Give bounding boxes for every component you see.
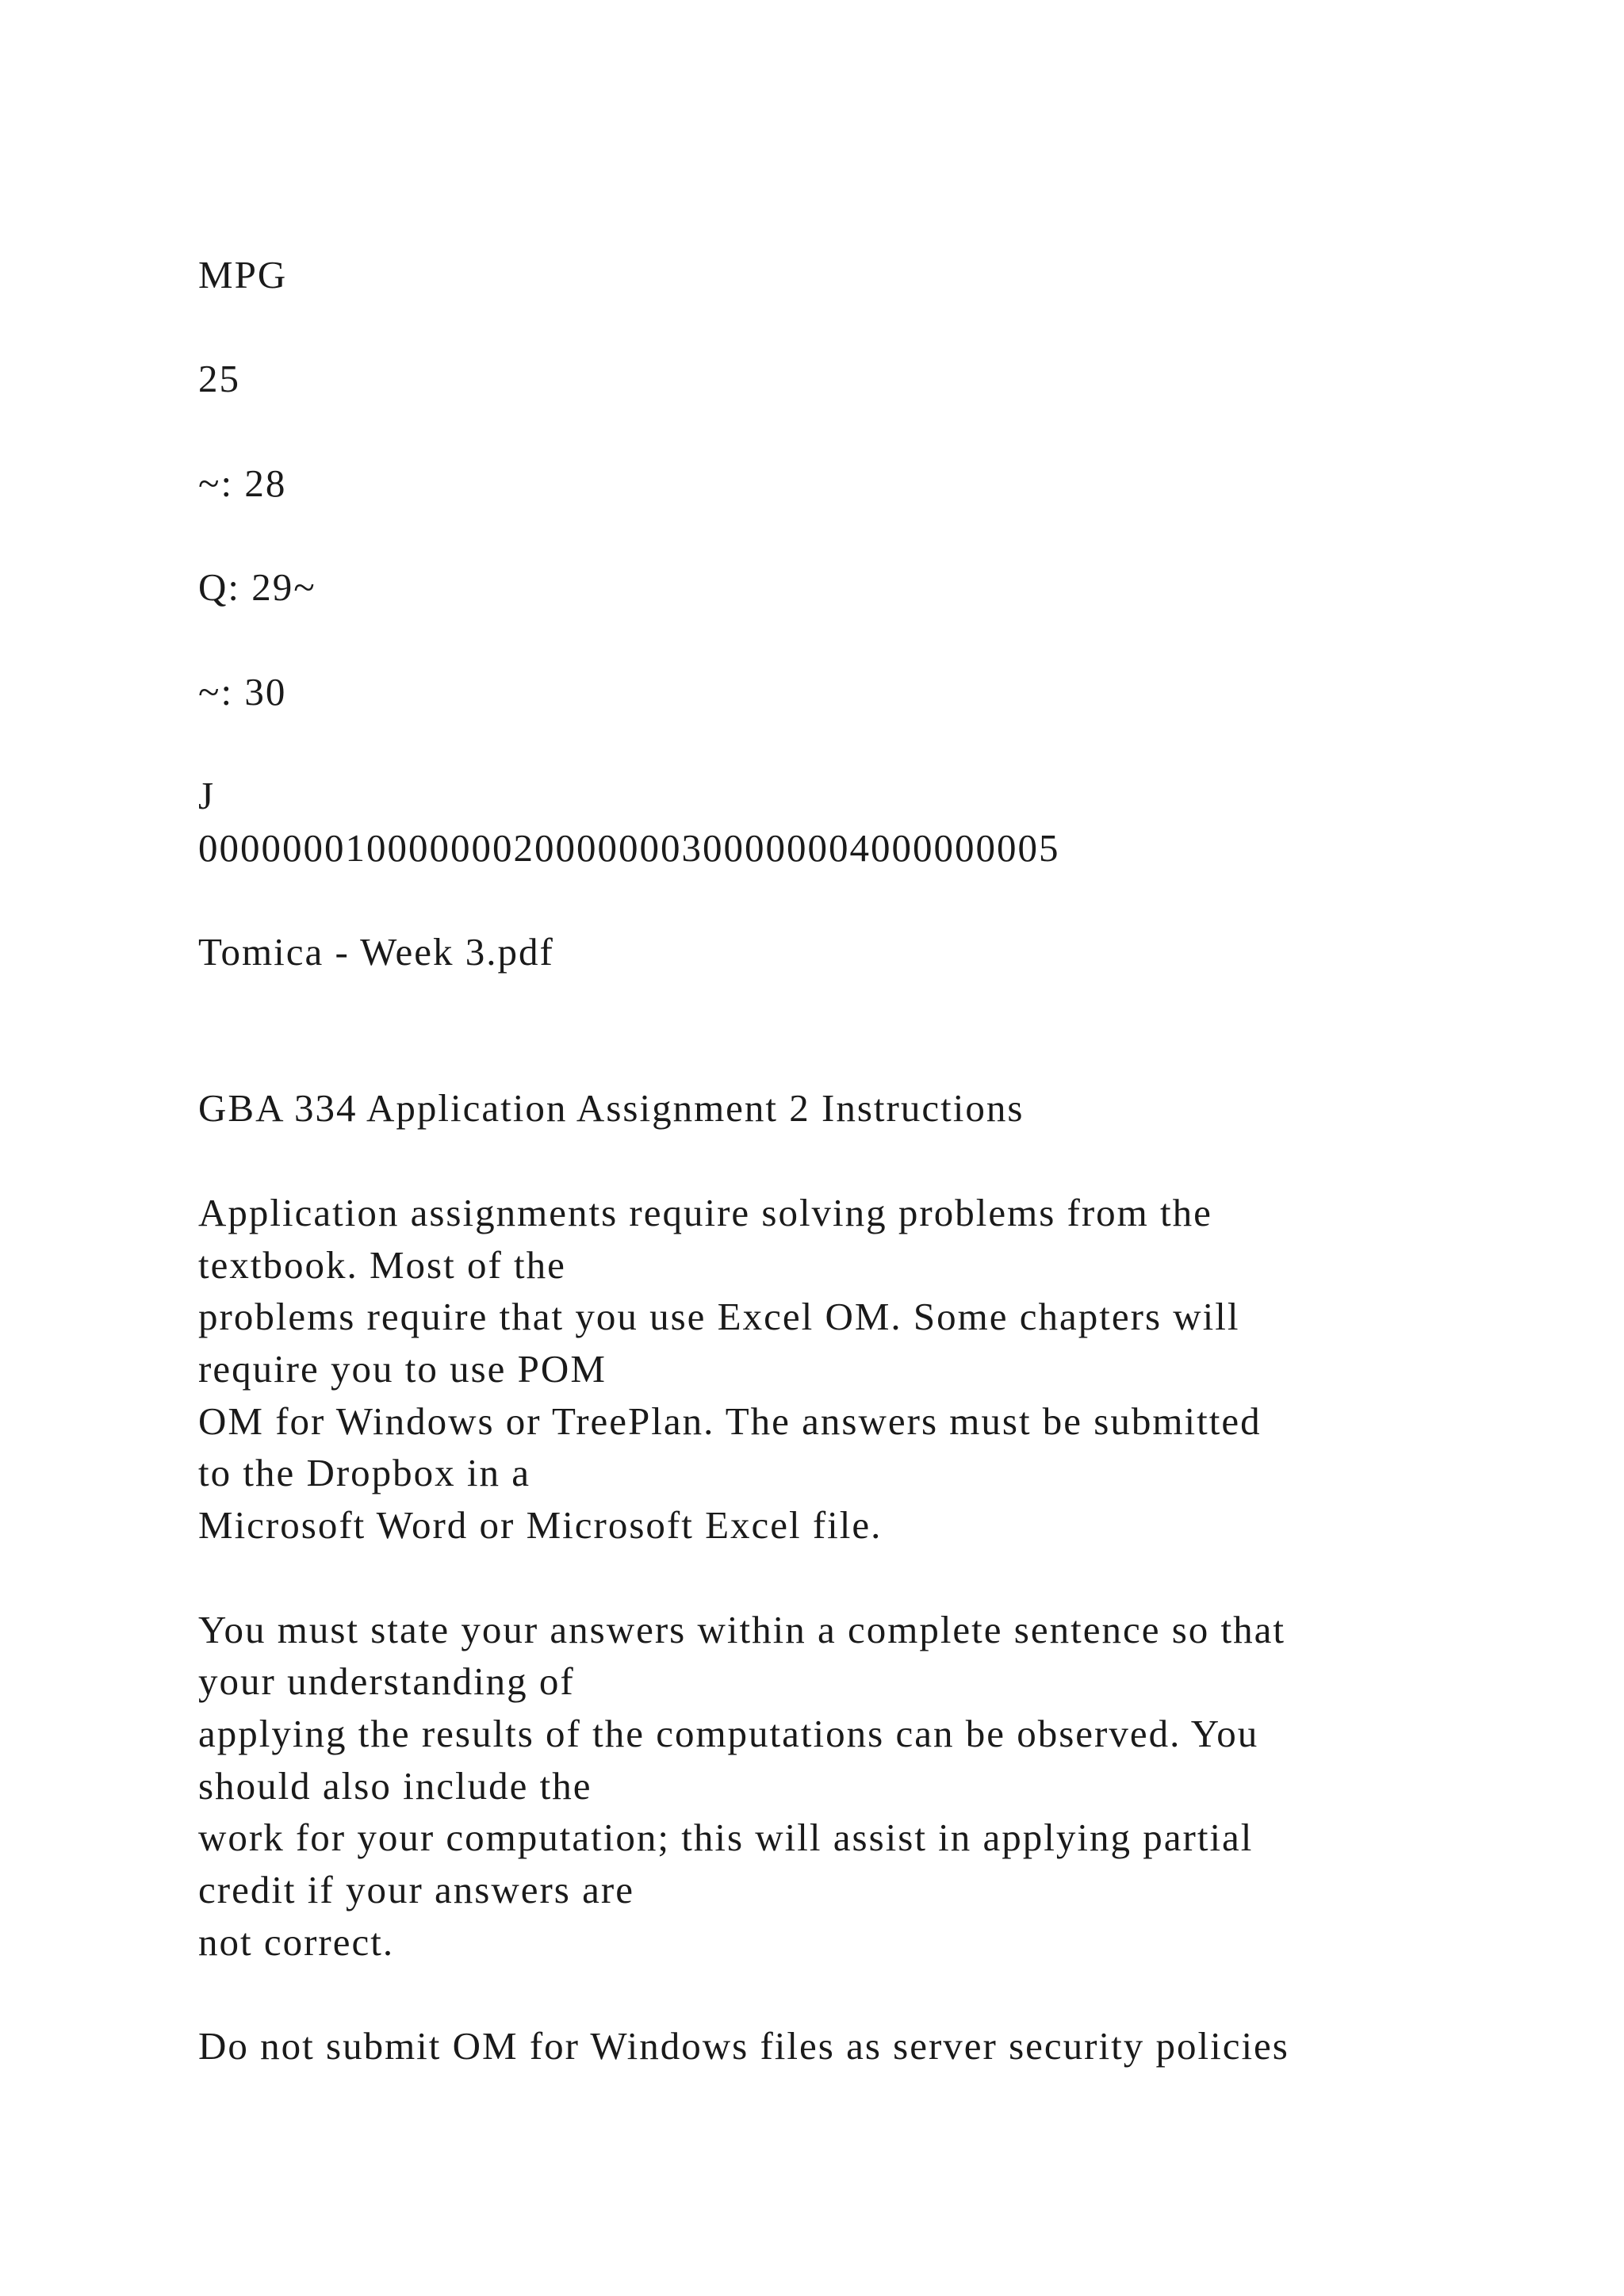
chart-label-mpg: MPG [198,253,288,297]
paragraph-line: credit if your answers are [198,1868,634,1911]
chart-axis-digits: 00000001000000020000000300000004000000005 [198,826,1060,870]
chart-value-29: Q: 29~ [198,565,316,609]
paragraph-line: require you to use POM [198,1347,607,1391]
paragraph-line: OM for Windows or TreePlan. The answers must be submitted [198,1399,1262,1443]
paragraph-line: work for your computation; this will assist in applying partial [198,1816,1254,1859]
paragraph-line: to the Dropbox in a [198,1451,531,1494]
chart-value-30: ~: 30 [198,670,287,714]
paragraph-line: problems require that you use Excel OM. Some chapters will [198,1295,1240,1338]
chart-glyph-j: J [198,774,216,817]
paragraph-line: applying the results of the computations can be observed. You [198,1712,1259,1755]
paragraph-line: not correct. [198,1920,395,1964]
chart-value-28: ~: 28 [198,461,287,505]
paragraph-line: your understanding of [198,1659,575,1703]
paragraph-line: You must state your answers within a complete sentence so that [198,1608,1286,1651]
paragraph-line: Do not submit OM for Windows files as server security policies [198,2024,1289,2068]
paragraph-line: Microsoft Word or Microsoft Excel file. [198,1503,883,1547]
assignment-heading: GBA 334 Application Assignment 2 Instructions [198,1086,1025,1130]
paragraph-line: textbook. Most of the [198,1243,566,1287]
file-name: Tomica - Week 3.pdf [198,930,554,974]
paragraph-line: should also include the [198,1764,592,1808]
paragraph-line: Application assignments require solving problems from the [198,1191,1212,1234]
chart-value-25: 25 [198,357,240,400]
